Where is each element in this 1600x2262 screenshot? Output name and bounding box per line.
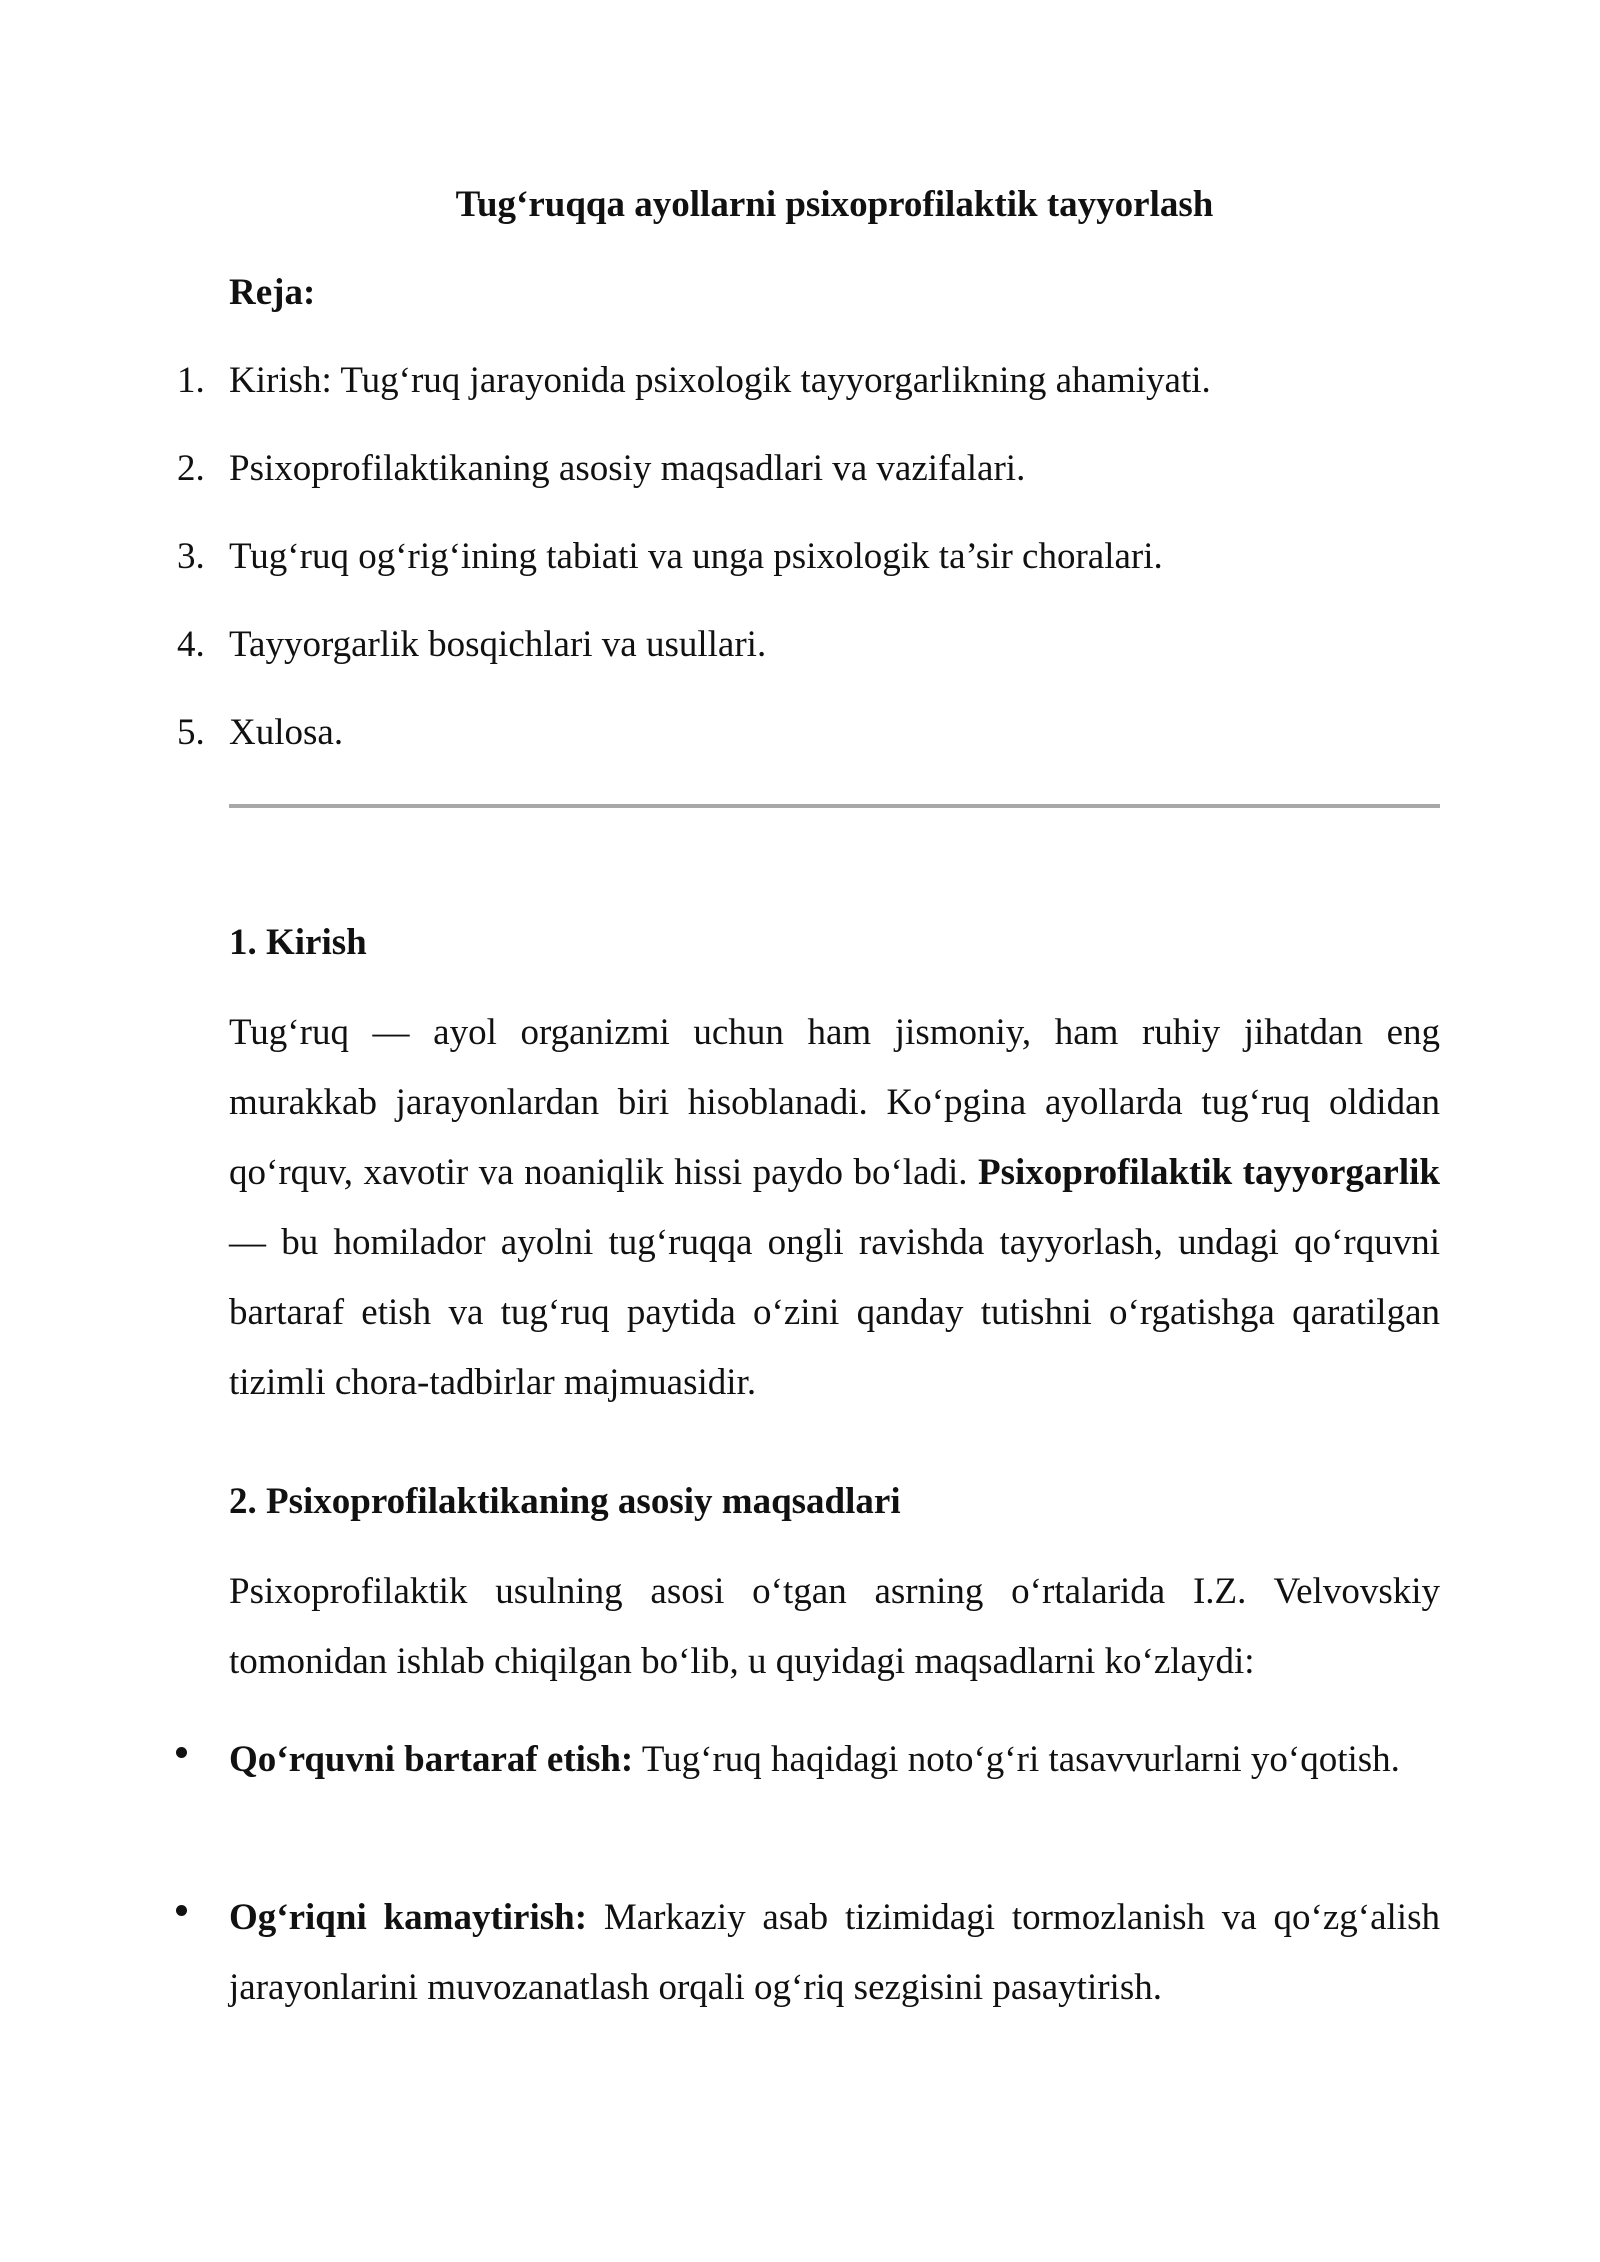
section-paragraph-kirish bbox=[229, 998, 1440, 1418]
document-title: Tug‘ruqqa ayollarni psixoprofilaktik tayyorlash bbox=[455, 184, 1214, 225]
bullet-description: Markaziy asab tizimidagi tormozlanish va qo‘zg‘alish jarayonlarini muvozanatlash orqali og‘riq sezgisini pasaytirish. bbox=[229, 1897, 1440, 2008]
plan-item-text: Kirish: Tug‘ruq jarayonida psixologik tayyorgarlikning ahamiyati. bbox=[229, 360, 1211, 401]
bullet-dot-icon bbox=[176, 1905, 187, 1916]
bold-term: Psixoprofilaktik tayyorgarlik bbox=[977, 1152, 1440, 1193]
plan-item-number: 1. bbox=[177, 360, 205, 401]
plan-item-text: Tayyorgarlik bosqichlari va usullari. bbox=[229, 624, 767, 665]
bullet-dot-icon bbox=[176, 1747, 187, 1758]
paragraph-text: — bu homilador ayolni tug‘ruqqa ongli ravishda tayyorlash, undagi qo‘rquvni bartaraf etish va tug‘ruq paytida o‘zini qanday tutishni o‘rgatishga qaratilgan tizimli chora-tadbirlar majmuasidir. bbox=[229, 1222, 1440, 1403]
horizontal-divider bbox=[229, 804, 1440, 808]
plan-item-text: Tug‘ruq og‘rig‘ining tabiati va unga psixologik ta’sir choralari. bbox=[229, 536, 1163, 577]
bullet-text bbox=[229, 1725, 1440, 1795]
bullet-text bbox=[229, 1883, 1440, 2023]
plan-heading: Reja: bbox=[229, 272, 316, 313]
bullet-label: Qo‘rquvni bartaraf etish: bbox=[229, 1739, 634, 1780]
plan-item-number: 5. bbox=[177, 712, 205, 753]
bullet-label: Og‘riqni kamaytirish: bbox=[229, 1897, 588, 1938]
section-heading-maqsadlar: 2. Psixoprofilaktikaning asosiy maqsadlari bbox=[229, 1481, 901, 1522]
paragraph-text: Tug‘ruq — ayol organizmi uchun ham jismoniy, ham ruhiy jihatdan eng murakkab jarayonlardan biri hisoblanadi. Ko‘pgina ayollarda tug‘ruq oldidan qo‘rquv, xavotir va noaniqlik hissi paydo bo‘ladi. bbox=[229, 1012, 1440, 1193]
plan-item-number: 2. bbox=[177, 448, 205, 489]
plan-item-text: Psixoprofilaktikaning asosiy maqsadlari va vazifalari. bbox=[229, 448, 1026, 489]
section-paragraph-maqsadlar: Psixoprofilaktik usulning asosi o‘tgan asrning o‘rtalarida I.Z. Velvovskiy tomonidan ishlab chiqilgan bo‘lib, u quyidagi maqsadlarni ko‘zlaydi: bbox=[229, 1571, 1440, 1682]
bullet-description: Tug‘ruq haqidagi noto‘g‘ri tasavvurlarni yo‘qotish. bbox=[641, 1739, 1400, 1780]
plan-item-text: Xulosa. bbox=[229, 712, 344, 753]
plan-item-number: 3. bbox=[177, 536, 205, 577]
section-heading-kirish: 1. Kirish bbox=[229, 922, 367, 963]
plan-item-number: 4. bbox=[177, 624, 205, 665]
